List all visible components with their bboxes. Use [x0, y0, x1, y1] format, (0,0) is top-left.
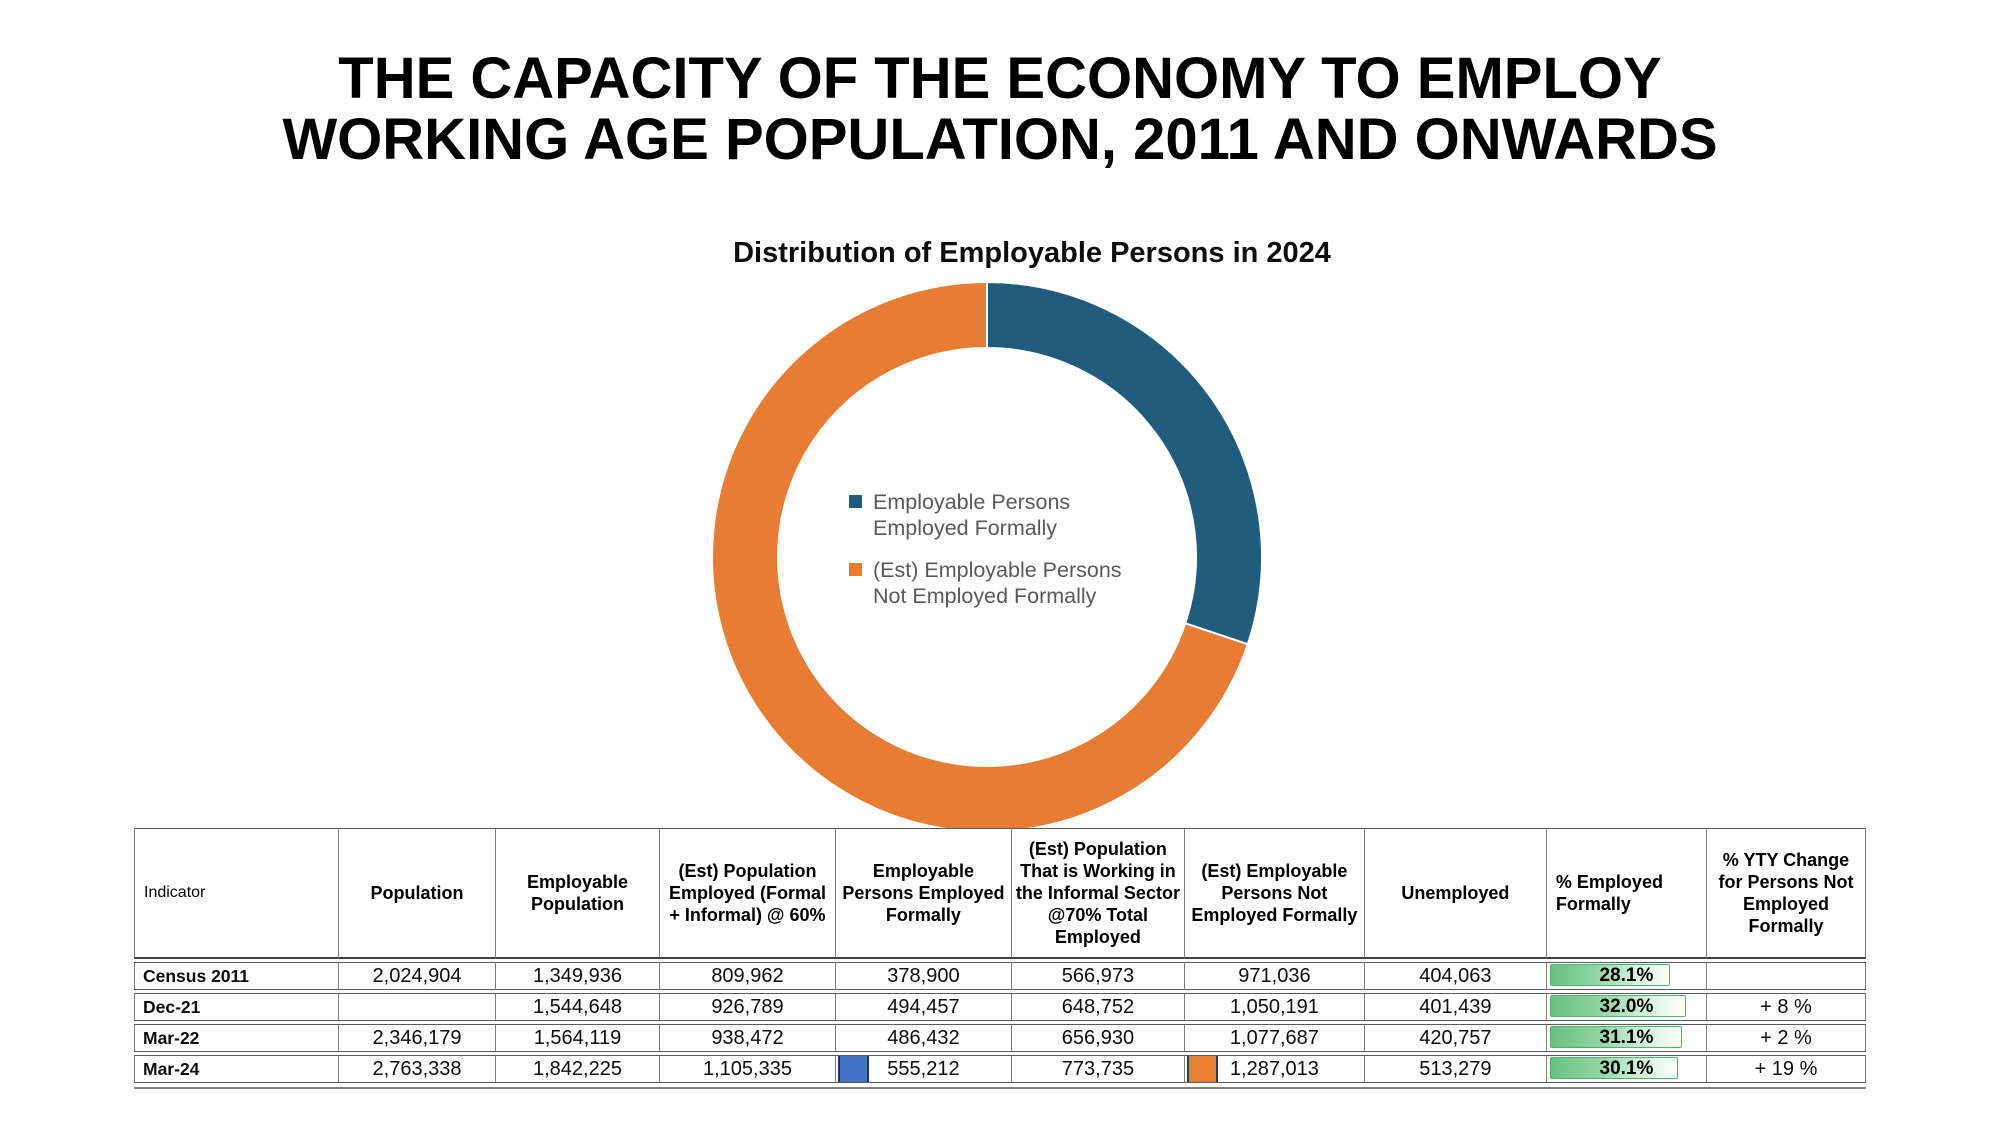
pct-employed-formally-cell: [1547, 1055, 1707, 1083]
row-label-cell: Mar-24: [134, 1055, 339, 1083]
data-table: [134, 825, 1866, 1086]
chart-legend: [849, 489, 1122, 625]
col-header-1: Population: [339, 828, 496, 959]
pct-employed-formally-cell: [1547, 993, 1707, 1021]
table-bottom-border: [134, 1087, 1866, 1089]
data-bar: [1550, 995, 1703, 1019]
table-cell: 1,564,119: [496, 1024, 660, 1052]
col-header-8: % Employed Formally: [1547, 828, 1707, 959]
table-cell: 1,050,191: [1185, 993, 1365, 1021]
table-cell: 2,763,338: [339, 1055, 496, 1083]
table-body: [134, 962, 1866, 1083]
table-cell: 513,279: [1365, 1055, 1547, 1083]
legend-label-line: Employable Persons: [873, 490, 1071, 514]
legend-label-line: (Est) Employable Persons: [873, 558, 1122, 582]
table-cell: 2,024,904: [339, 962, 496, 990]
col-header-2: Employable Population: [496, 828, 660, 959]
table-cell: 648,752: [1012, 993, 1185, 1021]
blue-series-marker-icon: [838, 1055, 869, 1083]
table-cell: 555,212: [836, 1055, 1012, 1083]
legend-swatch-blue-icon: [849, 495, 862, 508]
table-cell: 494,457: [836, 993, 1012, 1021]
table-cell: 404,063: [1365, 962, 1547, 990]
table-cell: 401,439: [1365, 993, 1547, 1021]
row-label-cell: Census 2011: [134, 962, 339, 990]
legend-label-line: Employed Formally: [873, 516, 1057, 540]
table-cell: 2,346,179: [339, 1024, 496, 1052]
table-cell: [339, 993, 496, 1021]
chart-title: Distribution of Employable Persons in 2024: [733, 237, 1331, 269]
main-title: [0, 48, 2000, 170]
legend-item: [849, 489, 1122, 541]
table-cell: 656,930: [1012, 1024, 1185, 1052]
legend-label: [873, 489, 1070, 541]
main-title-line1: THE CAPACITY OF THE ECONOMY TO EMPLOY: [338, 46, 1662, 111]
col-header-7: Unemployed: [1365, 828, 1547, 959]
table-cell: 566,973: [1012, 962, 1185, 990]
col-header-3: (Est) Population Employed (Formal + Informal) @ 60%: [660, 828, 836, 959]
table-cell: 1,842,225: [496, 1055, 660, 1083]
data-bar-label: 32.0%: [1599, 996, 1654, 1017]
table-cell: 486,432: [836, 1024, 1012, 1052]
table-cell: 1,077,687: [1185, 1024, 1365, 1052]
table-cell: 1,105,335: [660, 1055, 836, 1083]
table-cell: 1,349,936: [496, 962, 660, 990]
table-row: [134, 993, 1866, 1021]
pct-employed-formally-cell: [1547, 962, 1707, 990]
col-header-4: Employable Persons Employed Formally: [836, 828, 1012, 959]
legend-label-line: Not Employed Formally: [873, 584, 1097, 608]
legend-label: [873, 557, 1122, 609]
table-row: [134, 962, 1866, 990]
table-cell: 938,472: [660, 1024, 836, 1052]
table-cell: 926,789: [660, 993, 836, 1021]
yty-change-cell: + 2 %: [1707, 1024, 1866, 1052]
data-bar-label: 31.1%: [1599, 1027, 1654, 1048]
yty-change-cell: + 8 %: [1707, 993, 1866, 1021]
table-cell: 773,735: [1012, 1055, 1185, 1083]
yty-change-cell: + 19 %: [1707, 1055, 1866, 1083]
col-header-9: % YTY Change for Persons Not Employed Formally: [1707, 828, 1866, 959]
row-label-cell: Mar-22: [134, 1024, 339, 1052]
data-bar: [1550, 1057, 1703, 1081]
table-row: [134, 1024, 1866, 1052]
table-wrap: [134, 825, 1866, 1086]
table-cell: 971,036: [1185, 962, 1365, 990]
yty-change-cell: [1707, 962, 1866, 990]
col-header-0: Indicator: [134, 828, 339, 959]
table-row: [134, 1055, 1866, 1083]
table-cell: 378,900: [836, 962, 1012, 990]
data-bar: [1550, 1026, 1703, 1050]
table-cell: 1,287,013: [1185, 1055, 1365, 1083]
pct-employed-formally-cell: [1547, 1024, 1707, 1052]
data-bar-label: 30.1%: [1599, 1058, 1654, 1079]
table-cell: 420,757: [1365, 1024, 1547, 1052]
legend-item: [849, 557, 1122, 609]
col-header-5: (Est) Population That is Working in the Informal Sector @70% Total Employed: [1012, 828, 1185, 959]
row-label-cell: Dec-21: [134, 993, 339, 1021]
main-title-line2: WORKING AGE POPULATION, 2011 AND ONWARDS: [282, 107, 1718, 172]
data-bar-label: 28.1%: [1599, 965, 1654, 986]
table-header-row: [134, 828, 1866, 959]
table-cell: 1,544,648: [496, 993, 660, 1021]
orange-series-marker-icon: [1187, 1055, 1218, 1083]
data-bar: [1550, 964, 1703, 988]
col-header-6: (Est) Employable Persons Not Employed Formally: [1185, 828, 1365, 959]
table-cell: 809,962: [660, 962, 836, 990]
legend-swatch-orange-icon: [849, 563, 862, 576]
